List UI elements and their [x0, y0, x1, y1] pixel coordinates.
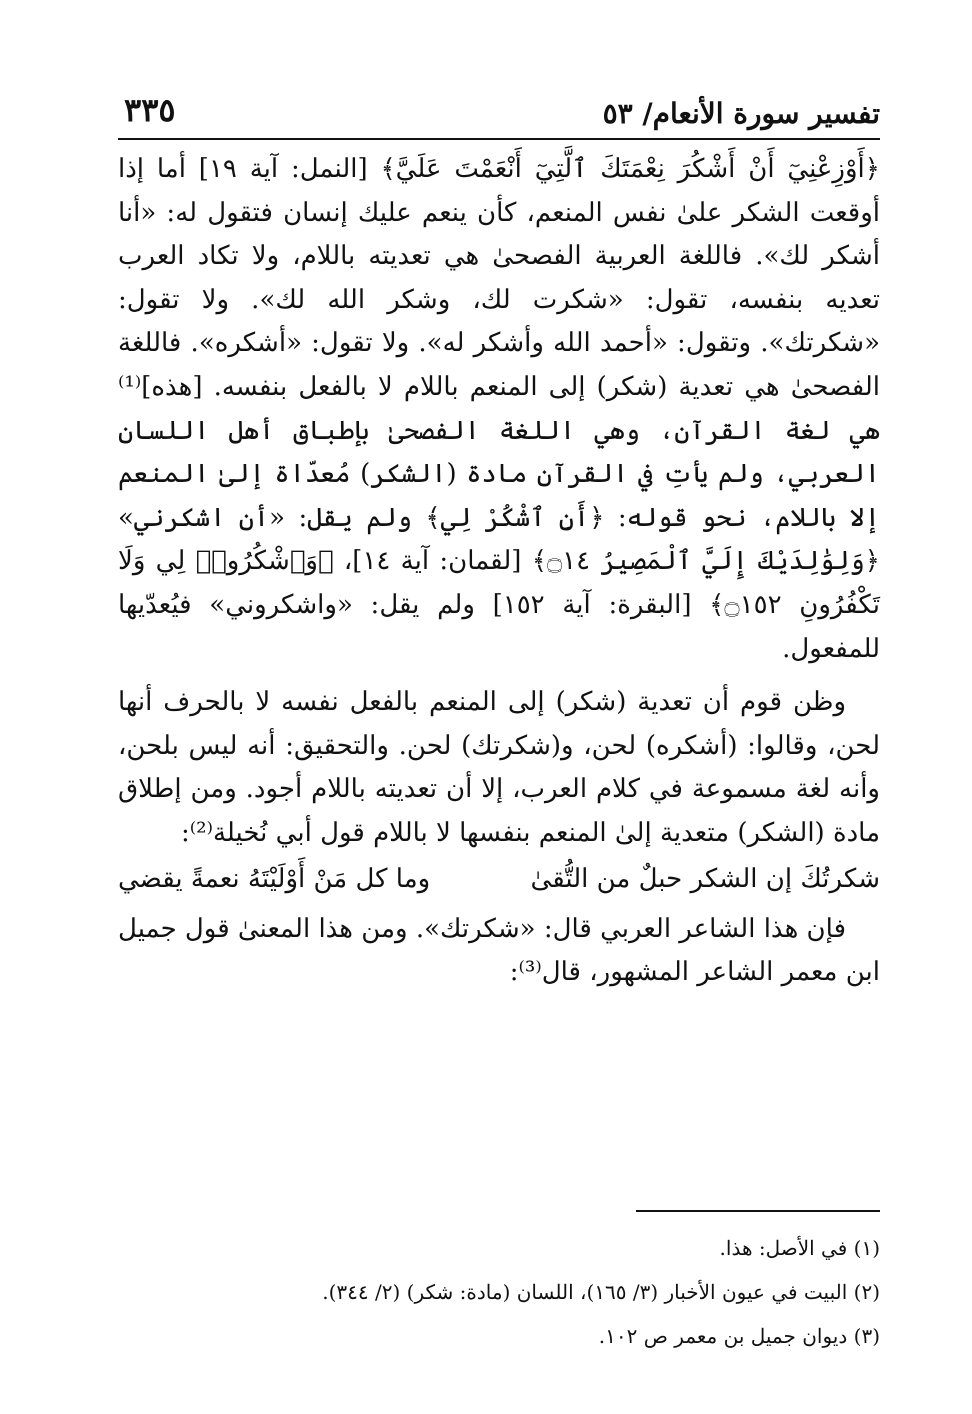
poetry-verse	[118, 856, 880, 902]
page-number: ٣٣٥	[124, 91, 176, 129]
footnote-separator	[636, 1210, 880, 1212]
footnote-3: (٣) ديوان جميل بن معمر ص ١٠٢.	[598, 1324, 880, 1348]
running-title: تفسير سورة الأنعام/ ٥٣	[602, 97, 880, 130]
verse-first-hemistich: شكرتُكَ إن الشكر حبلٌ من التُّقىٰ	[530, 863, 880, 894]
footnote-2: (٢) البيت في عيون الأخبار (٣/ ١٦٥)، اللسان (مادة: شكر) (٢/ ٣٤٤).	[322, 1280, 880, 1304]
verse-second-hemistich: وما كل مَنْ أَوْلَيْتَهُ نعمةً يقضي	[118, 863, 431, 894]
page-header	[118, 88, 880, 140]
book-page	[118, 88, 880, 1378]
footnotes	[118, 1226, 880, 1358]
paragraph-3: فإن هذا الشاعر العربي قال: «شكرتك». ومن هذا المعنىٰ قول جميل ابن معمر الشاعر المشهور، قال⁽³⁾:	[118, 913, 880, 988]
paragraph-2: وظن قوم أن تعدية (شكر) إلى المنعم بالفعل نفسه لا بالحرف أنها لحن، وقالوا: (أشكره) لحن، و(شكرتك) لحن. والتحقيق: أنه ليس بلحن، وأنه لغة مسموعة في كلام العرب، إلا أن تعديته باللام أجود. ومن إطلاق مادة (الشكر) متعدية إلىٰ المنعم بنفسها لا باللام قول أبي نُخيلة⁽²⁾:	[118, 687, 880, 848]
paragraph-1: ﴿أَوْزِعْنِيٓ أَنْ أَشْكُرَ نِعْمَتَكَ ٱلَّتِيٓ أَنْعَمْتَ عَلَيَّ﴾ [النمل: آية ١٩] أما إذا أوقعت الشكر علىٰ نفس المنعم، كأن ينعم عليك إنسان فتقول له: «أنا أشكر لك». فاللغة العربية الفصحىٰ هي تعديته باللام، ولا تكاد العرب تعديه بنفسه، تقول: «شكرت لك، وشكر الله لك». ولا تقول: «شكرتك». وتقول: «أحمد الله وأشكر له». ولا تقول: «أشكره». فاللغة الفصحىٰ هي تعدية (شكر) إلى المنعم باللام لا بالفعل بنفسه. [هذه]⁽¹⁾ هي لغة القرآن، وهي اللغة الفصحىٰ بإطباق أهل اللسان العربي، ولم يأتِ في القرآن مادة (الشكر) مُعدّاة إلىٰ المنعم إلا باللام، نحو قوله: ﴿أَنِ ٱشْكُرْ لِي﴾ ولم يقل: «أن اشكرني» ﴿وَلِوَٰلِدَيْكَ إِلَيَّ ٱلْمَصِيرُ ۝١٤﴾ [لقمان: آية ١٤]، ﴿وَٱشْكُرُوا۟ لِي وَلَا تَكْفُرُونِ ۝١٥٢﴾ [البقرة: آية ١٥٢] ولم يقل: «واشكروني» فيُعدّيها للمفعول.	[118, 154, 881, 664]
main-text	[118, 148, 880, 995]
footnote-1: (١) في الأصل: هذا.	[719, 1236, 880, 1260]
